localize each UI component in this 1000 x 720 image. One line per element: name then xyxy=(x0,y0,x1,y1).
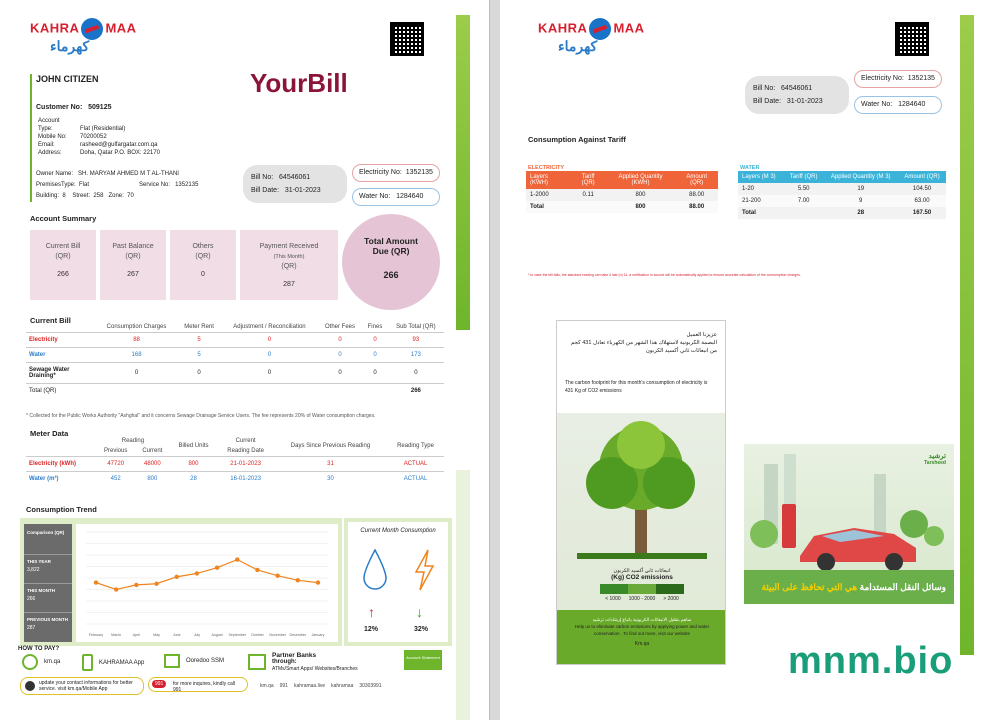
trend-line-chart xyxy=(76,524,338,642)
green-side-bar xyxy=(456,15,470,330)
customer-fields xyxy=(38,117,238,157)
trend-point xyxy=(175,575,179,579)
globe-icon xyxy=(22,654,38,670)
page-title: YourBill xyxy=(250,68,348,98)
electricity-tariff: ELECTRICITY Layers (KWH) Tariff (QR) Applied Quantity (KWH) Amount (QR) 1-2000 0.11 800 88.00 Total 800 88.00 xyxy=(526,165,718,213)
table-row: 1-2000 0.11 800 88.00 xyxy=(526,189,718,201)
tariff-title: Consumption Against Tariff xyxy=(528,135,626,144)
total-row: Total 28 167.50 xyxy=(738,207,946,219)
bill-info-pill: Bill No: 64546061 Bill Date: 31-01-2023 xyxy=(745,76,849,114)
account-statement-stamp: Account Statement xyxy=(404,650,442,670)
arrow-up-icon: ↑ xyxy=(368,604,375,620)
electricity-no-pill: Electricity No: 1352135 xyxy=(352,164,440,182)
meter-data-title: Meter Data xyxy=(30,429,69,438)
comparison-item: THIS YEAR 3,822 xyxy=(27,557,51,575)
water-tariff: WATER Layers (M 3) Tariff (QR) Applied Quantity (M 3) Amount (QR) 1-20 5.50 19 104.50 21-200 7.00 9 63.00 Total 28 167.50 xyxy=(738,165,946,219)
mobile-icon xyxy=(82,654,93,671)
kahramaa-logo: KAHRA MAA كهرماء xyxy=(538,18,645,55)
table-row: Sewage Water Draining* 0 0 0 0 0 0 xyxy=(26,363,444,384)
electricity-percent: 32% xyxy=(414,626,429,633)
trend-point xyxy=(316,580,320,584)
scale-label: 1000 - 2000 xyxy=(628,596,656,602)
summary-box: Current Bill (QR) 266 xyxy=(30,230,96,300)
customer-field: Email: rasheed@gulfargatar.com.qa xyxy=(38,142,158,148)
footer-link[interactable]: 991 xyxy=(279,683,288,689)
info-eye-icon xyxy=(25,681,35,691)
summary-box: Past Balance (QR) 267 xyxy=(100,230,166,300)
column-header xyxy=(26,322,96,333)
electricity-tariff-table xyxy=(526,171,718,213)
column-header: Amount (QR) xyxy=(686,174,707,186)
column-header: Sub Total (QR) xyxy=(396,324,436,330)
green-side-bar xyxy=(960,15,974,655)
trend-point xyxy=(255,568,259,572)
trend-point xyxy=(154,582,158,586)
column-header: Tariff (QR) xyxy=(581,174,595,186)
table-row: Water 168 5 0 0 0 173 xyxy=(26,348,444,363)
green-side-bar-light xyxy=(456,470,470,720)
electricity-no-pill: Electricity No: 1352135 xyxy=(854,70,942,88)
customer-name: JOHN CITIZEN xyxy=(36,74,99,84)
tariff-note: * In case the bill falls, the standard reading can take 4 last (n) 11, a notification in accord will be automatically applied to ensure accurate calculation of the consumption charges. xyxy=(528,273,801,277)
customer-field: Address: Doha, Qatar P.O. BOX: 22170 xyxy=(38,150,160,156)
scale-label: > 2000 xyxy=(663,596,679,602)
current-month-title: Current Month Consumption xyxy=(360,528,436,534)
table-row: 21-200 7.00 9 63.00 xyxy=(738,195,946,207)
column-header: Amount (QR) xyxy=(904,174,940,180)
total-row: Total 800 88.00 xyxy=(526,201,718,213)
tree-illustration xyxy=(557,413,726,563)
water-no-pill: Water No: 1284640 xyxy=(352,188,440,206)
hotline-badge: 991 xyxy=(152,680,166,688)
bill-page-2 xyxy=(500,0,1000,720)
comparison-item: PREVIOUS MONTH 287 xyxy=(27,617,69,631)
carbon-footprint-poster: عزيزنا العميل البصمة الكربونية لاستهلاك هذا الشهر من الكهرباء تعادل 431 كجم من انبعاثات ثاني أكسيد الكربون The carbon footprint for this month's consumption of electricity is 431 Kg of CO2 emissions انبعاثات ثاني أكسيد الكربون (Kg) CO2 emissions < 1000 1000 - 2000 > 2000 ساهم بتقليل الانبعاثات الكربونية باتباع إرشادات ترشيد Help us to eliminate carbon emissions by applying power and water conservation . To find out more, visit our website Km.qa xyxy=(556,320,726,665)
ev-car-illustration xyxy=(744,444,954,604)
column-header: Layers (KWH) xyxy=(530,174,549,186)
column-header: Layers (M 3) xyxy=(742,174,776,180)
x-tick-label: April xyxy=(132,633,140,637)
ad-slogan: وسائل النقل المستدامة هي التي تحافظ على البيئة xyxy=(761,582,946,592)
x-tick-label: October xyxy=(251,633,264,637)
lightning-icon xyxy=(412,548,436,592)
column-header: Other Fees xyxy=(325,324,356,330)
current-month-panel xyxy=(344,518,452,646)
meter-data-table: Reading Billed Units Current Days Since Previous Reading Reading Type Previous Current Reading Date Electricity (kWh) 47720 48000 800 21-01-2023 31 ACTUAL Water (m³) 452 800 28 16-01-2023 30 ACTUAL xyxy=(26,436,444,486)
x-tick-label: March xyxy=(111,633,122,637)
tarsheed-logo: ترشيد Tarsheed xyxy=(924,453,946,466)
customer-field: Mobile No: 70200052 xyxy=(38,134,107,140)
customer-accent-line xyxy=(30,74,32,202)
water-tariff-table xyxy=(738,171,946,219)
consumption-trend-title: Consumption Trend xyxy=(26,505,97,514)
arrow-down-icon: ↓ xyxy=(416,604,423,620)
trend-point xyxy=(195,571,199,575)
tarsheed-ad xyxy=(744,444,954,604)
table-row: Water (m³) 452 800 28 16-01-2023 30 ACTUAL xyxy=(26,472,444,487)
x-tick-label: November xyxy=(269,633,286,637)
trend-point xyxy=(134,583,138,587)
water-percent: 12% xyxy=(364,626,379,633)
qr-code-icon xyxy=(895,22,929,56)
x-tick-label: December xyxy=(289,633,307,637)
account-summary-title: Account Summary xyxy=(30,214,97,223)
x-tick-label: August xyxy=(211,633,223,637)
kahramaa-logo: KAHRA MAA كهرماء xyxy=(30,18,137,55)
customer-field: Account Type: Flat (Residential) xyxy=(38,118,126,132)
pay-ooredoo[interactable]: Ooredoo SSM xyxy=(164,654,224,668)
comparison-item: THIS MONTH 266 xyxy=(27,586,55,604)
footer-link[interactable]: 30303991 xyxy=(359,683,382,689)
co2-scale xyxy=(557,584,726,594)
trend-point xyxy=(94,580,98,584)
logo-swirl-icon xyxy=(81,18,103,40)
qr-code-icon xyxy=(390,22,424,56)
bill-info-pill: Bill No: 64546061 Bill Date: 31-01-2023 xyxy=(243,165,347,203)
footer-links xyxy=(260,683,382,689)
column-header: Applied Quantity (M 3) xyxy=(830,174,891,180)
x-tick-label: February xyxy=(88,633,104,637)
how-to-pay-title: HOW TO PAY? xyxy=(18,646,60,652)
current-bill-table xyxy=(26,322,444,398)
update-info-banner[interactable]: update your contact informations for better service. visit km.qa/Mobile App xyxy=(20,677,144,695)
table-row: Electricity 88 5 0 0 0 93 xyxy=(26,333,444,348)
trend-point xyxy=(296,578,300,582)
pay-kmqa[interactable]: km.qa xyxy=(22,654,60,670)
pay-app[interactable]: KAHRAMAA App xyxy=(82,654,144,671)
owner-info: Owner Name: SH. MARYAM AHMED M T AL-THANI PremisesType: Flat Service No: 1352135 Building: 8 Street: 258 Zone: 70 xyxy=(36,171,199,199)
column-header: Adjustment / Reconciliation xyxy=(233,324,306,330)
scale-label: < 1000 xyxy=(605,596,621,602)
trend-point xyxy=(275,574,279,578)
x-tick-label: January xyxy=(311,633,325,637)
bill-page-1 xyxy=(0,0,490,720)
x-tick-label: May xyxy=(153,633,160,637)
column-header: Applied Quantity (KWH) xyxy=(618,174,663,186)
footer-link[interactable]: kahramaa xyxy=(331,683,354,689)
pay-banks[interactable]: Partner Banks through: ATMs/Smart Apps/ Websites/Branches xyxy=(248,652,358,673)
column-header: Meter Rent xyxy=(184,324,214,330)
bank-icon xyxy=(248,654,266,670)
logo-swirl-icon xyxy=(589,18,611,40)
x-tick-label: September xyxy=(228,633,247,637)
footer-link[interactable]: km.qa xyxy=(260,683,274,689)
table-row: 1-20 5.50 19 104.50 xyxy=(738,183,946,195)
column-header: Tariff (QR) xyxy=(789,174,818,180)
trend-chart-area xyxy=(76,524,338,642)
footer-link[interactable]: kahramaa.live xyxy=(293,683,326,689)
x-tick-label: June xyxy=(172,633,181,637)
ssm-machine-icon xyxy=(164,654,180,668)
summary-box: Payment Received (This Month) (QR) 287 xyxy=(240,230,338,300)
column-header: Consumption Charges xyxy=(106,324,167,330)
trend-point xyxy=(114,587,118,591)
trend-panel xyxy=(20,518,342,646)
trend-series-line xyxy=(96,560,318,590)
co2-scale-labels xyxy=(557,596,726,602)
trend-comparison-panel xyxy=(24,524,72,642)
column-header: Fines xyxy=(367,324,383,330)
total-due-circle: Total Amount Due (QR) 266 xyxy=(342,214,440,310)
watermark: mnm.bio xyxy=(788,640,954,682)
water-drop-icon xyxy=(362,548,388,592)
current-bill-note: * Collected for the Public Works Authority "Ashghal" and it concerns Sewage Drainage Service Users. The fee represents 20% of Water consumption charges. xyxy=(26,413,376,419)
customer-no: Customer No: 509125 xyxy=(36,104,112,111)
x-tick-label: July xyxy=(193,633,201,637)
total-row: Total (QR) 266 xyxy=(26,384,444,399)
comparison-item: Comparison (QR) xyxy=(27,528,64,537)
current-bill-title: Current Bill xyxy=(30,316,71,325)
trend-point xyxy=(215,565,219,569)
inquiries-banner[interactable]: 991 for more inquires, kindly call 991 xyxy=(148,677,248,692)
trend-point xyxy=(235,557,239,561)
water-no-pill: Water No: 1284640 xyxy=(854,96,942,114)
table-row: Electricity (kWh) 47720 48000 800 21-01-2023 31 ACTUAL xyxy=(26,457,444,472)
summary-box: Others (QR) 0 xyxy=(170,230,236,300)
